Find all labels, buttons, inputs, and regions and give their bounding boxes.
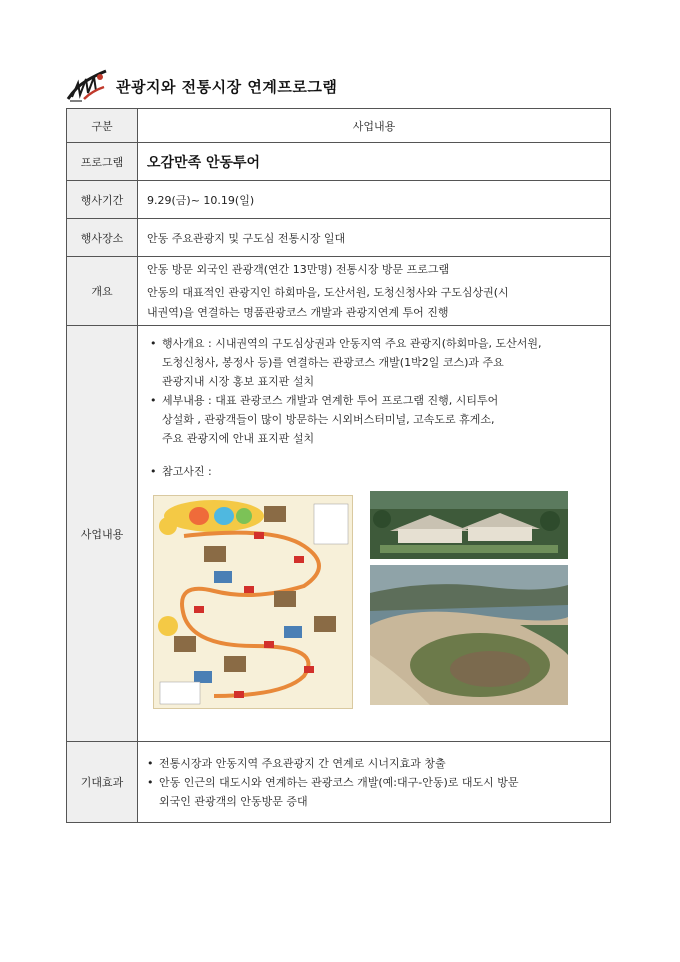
- bullet-dot: •: [150, 394, 157, 407]
- effect-cell: [138, 742, 611, 823]
- effect-line-2a: 안동 인근의 대도시와 연계하는 관광코스 개발(예:대구-안동)로 대도시 방문: [159, 775, 519, 789]
- venue-label: 행사장소: [67, 219, 138, 257]
- overview-row: [67, 257, 611, 326]
- bullet-dot: •: [150, 337, 157, 350]
- column-header-category: 구분: [67, 109, 138, 143]
- overview-line-2a: 안동의 대표적인 관광지인 하회마을, 도산서원, 도청신청사와 구도심상권(시: [147, 285, 509, 299]
- tour-route-poster-image: [153, 495, 353, 709]
- venue-row: [67, 219, 611, 257]
- list-item: [147, 773, 610, 792]
- effect-line-2b: 외국인 관광객의 안동방문 증대: [159, 794, 308, 808]
- business-detail-line-1: 세부내용 : 대표 관광코스 개발과 연계한 투어 프로그램 진행, 시티투어: [162, 394, 499, 407]
- business-row: [67, 326, 611, 742]
- business-label: 사업내용: [67, 326, 138, 742]
- business-detail-line-2: 상설화 , 관광객들이 많이 방문하는 시외버스터미널, 고속도로 휴게소,: [162, 413, 495, 426]
- program-row: [67, 143, 611, 181]
- program-label: 프로그램: [67, 143, 138, 181]
- list-item: [150, 391, 602, 410]
- overview-line-1: 안동 방문 외국인 관광객(연간 13만명) 전통시장 방문 프로그램: [147, 262, 450, 276]
- effect-row: [67, 742, 611, 823]
- list-item: [150, 462, 602, 481]
- venue-value: 안동 주요관광지 및 구도심 전통시장 일대: [138, 219, 611, 257]
- hahoe-village-aerial-photo: [370, 565, 568, 705]
- period-row: [67, 181, 611, 219]
- table-header-row: [67, 109, 611, 143]
- period-label: 행사기간: [67, 181, 138, 219]
- bullet-dot: •: [147, 775, 154, 789]
- overview-line-2b: 내권역)을 연결하는 명품관광코스 개발과 관광지연계 투어 진행: [147, 305, 449, 319]
- bullet-dot: •: [150, 465, 157, 478]
- program-table: [66, 108, 611, 823]
- photo-caption: 참고사진 :: [162, 465, 212, 478]
- effect-line-1: 전통시장과 안동지역 주요관광지 간 연계로 시너지효과 창출: [159, 756, 446, 770]
- period-value: 9.29(금)~ 10.19(일): [138, 181, 611, 219]
- business-overview-line-2: 도청신청사, 봉정사 등)를 연결하는 관광코스 개발(1박2일 코스)과 주요: [162, 356, 504, 369]
- bullet-dot: •: [147, 756, 154, 770]
- document-header: [66, 66, 337, 106]
- effect-label: 기대효과: [67, 742, 138, 823]
- overview-cell: [138, 257, 611, 326]
- business-detail-line-3: 주요 관광지에 안내 표지판 설치: [162, 432, 315, 445]
- page-title: 관광지와 전통시장 연계프로그램: [116, 77, 338, 96]
- business-overview-line-1: 행사개요 : 시내권역의 구도심상권과 안동지역 주요 관광지(하회마을, 도산서원,: [162, 337, 542, 350]
- overview-label: 개요: [67, 257, 138, 326]
- reference-photos: [138, 491, 610, 721]
- list-item: [150, 334, 602, 353]
- business-cell: [138, 326, 611, 742]
- business-overview-line-3: 관광지내 시장 홍보 표지판 설치: [162, 375, 315, 388]
- program-name: 오감만족 안동투어: [147, 154, 261, 171]
- business-bullets: [138, 326, 610, 481]
- decorative-brush-logo-icon: [66, 69, 108, 103]
- program-value-cell: [138, 143, 611, 181]
- column-header-content: 사업내용: [138, 109, 611, 143]
- list-item: [147, 754, 610, 773]
- government-building-photo: [370, 491, 568, 559]
